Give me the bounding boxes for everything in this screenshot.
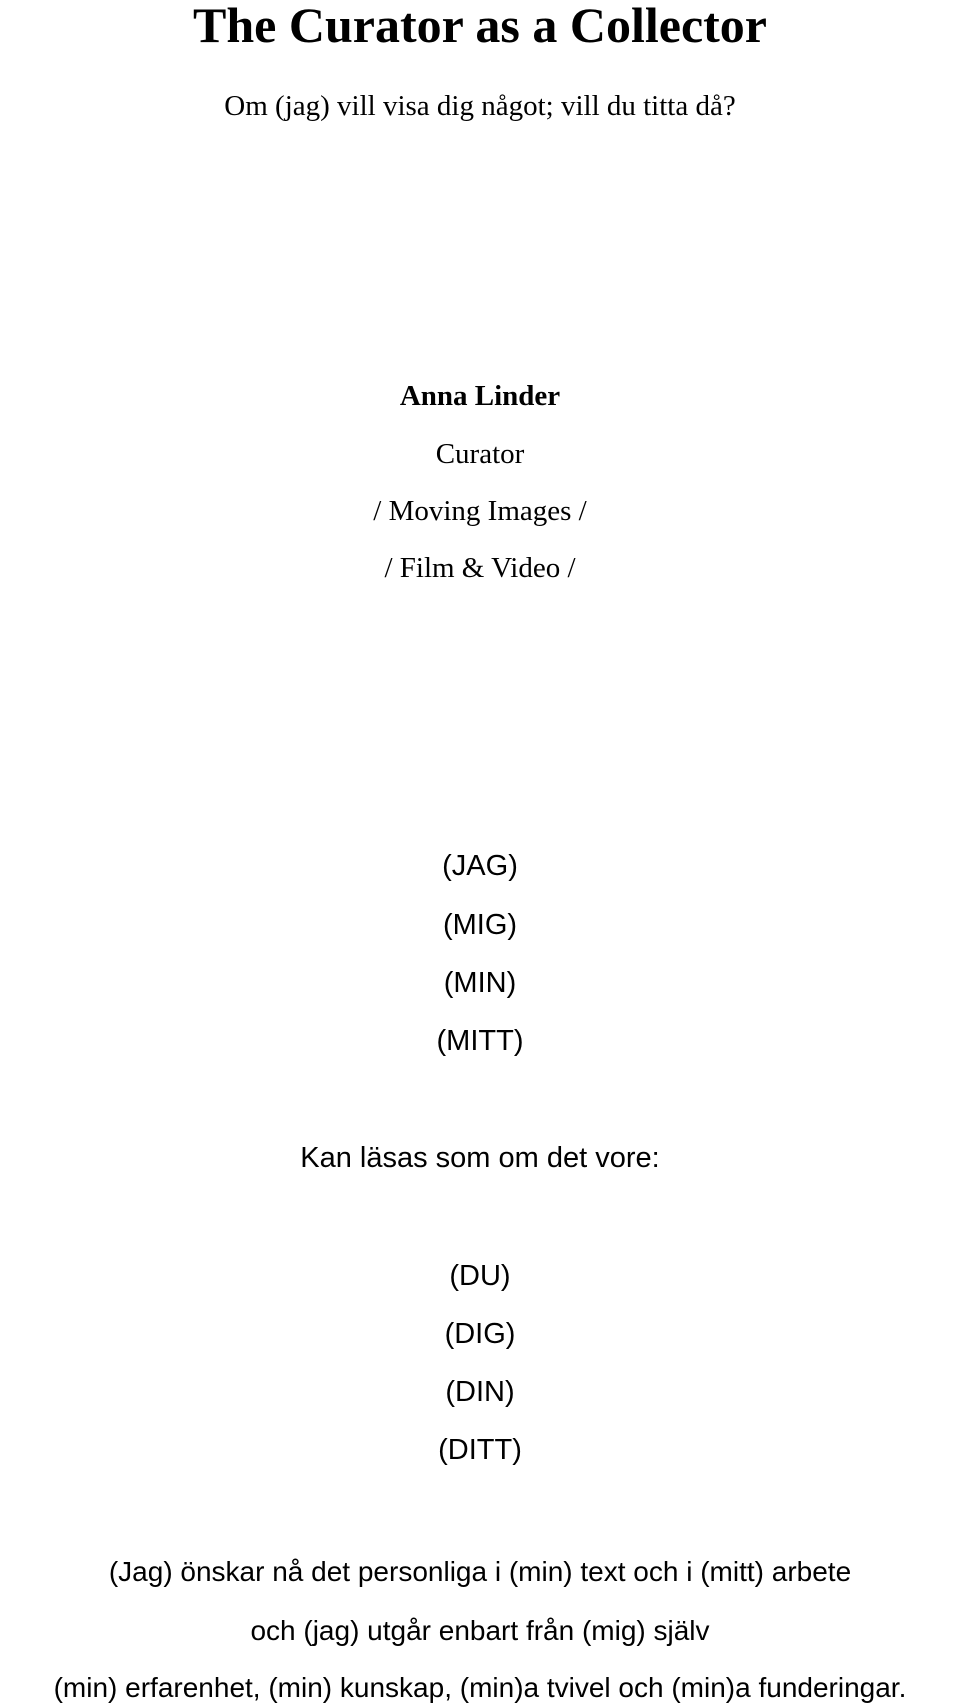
pronoun-min: (MIN)	[443, 967, 517, 999]
author-line-film-video: / Film & Video /	[384, 552, 576, 584]
document-title: The Curator as a Collector	[193, 0, 767, 53]
paragraph-line-2: och (jag) utgår enbart från (mig) själv	[250, 1615, 710, 1646]
paragraph-line-1: (Jag) önskar nå det personliga i (min) text och i (mitt) arbete	[108, 1556, 852, 1587]
pronoun-du: (DU)	[449, 1260, 511, 1292]
pronoun-mig: (MIG)	[442, 909, 518, 941]
author-name: Anna Linder	[399, 380, 561, 412]
author-line-moving-images: / Moving Images /	[373, 495, 587, 527]
pronoun-ditt: (DITT)	[438, 1434, 522, 1466]
document-subtitle: Om (jag) vill visa dig något; vill du titta då?	[224, 90, 736, 122]
pronoun-mitt: (MITT)	[436, 1025, 524, 1057]
reading-note: Kan läsas som om det vore:	[300, 1142, 660, 1174]
paragraph-line-3: (min) erfarenhet, (min) kunskap, (min)a tvivel och (min)a funderingar.	[53, 1672, 907, 1703]
pronoun-jag: (JAG)	[442, 850, 518, 882]
author-role: Curator	[435, 438, 525, 470]
pronoun-dig: (DIG)	[444, 1318, 516, 1350]
pronoun-din: (DIN)	[445, 1376, 515, 1408]
